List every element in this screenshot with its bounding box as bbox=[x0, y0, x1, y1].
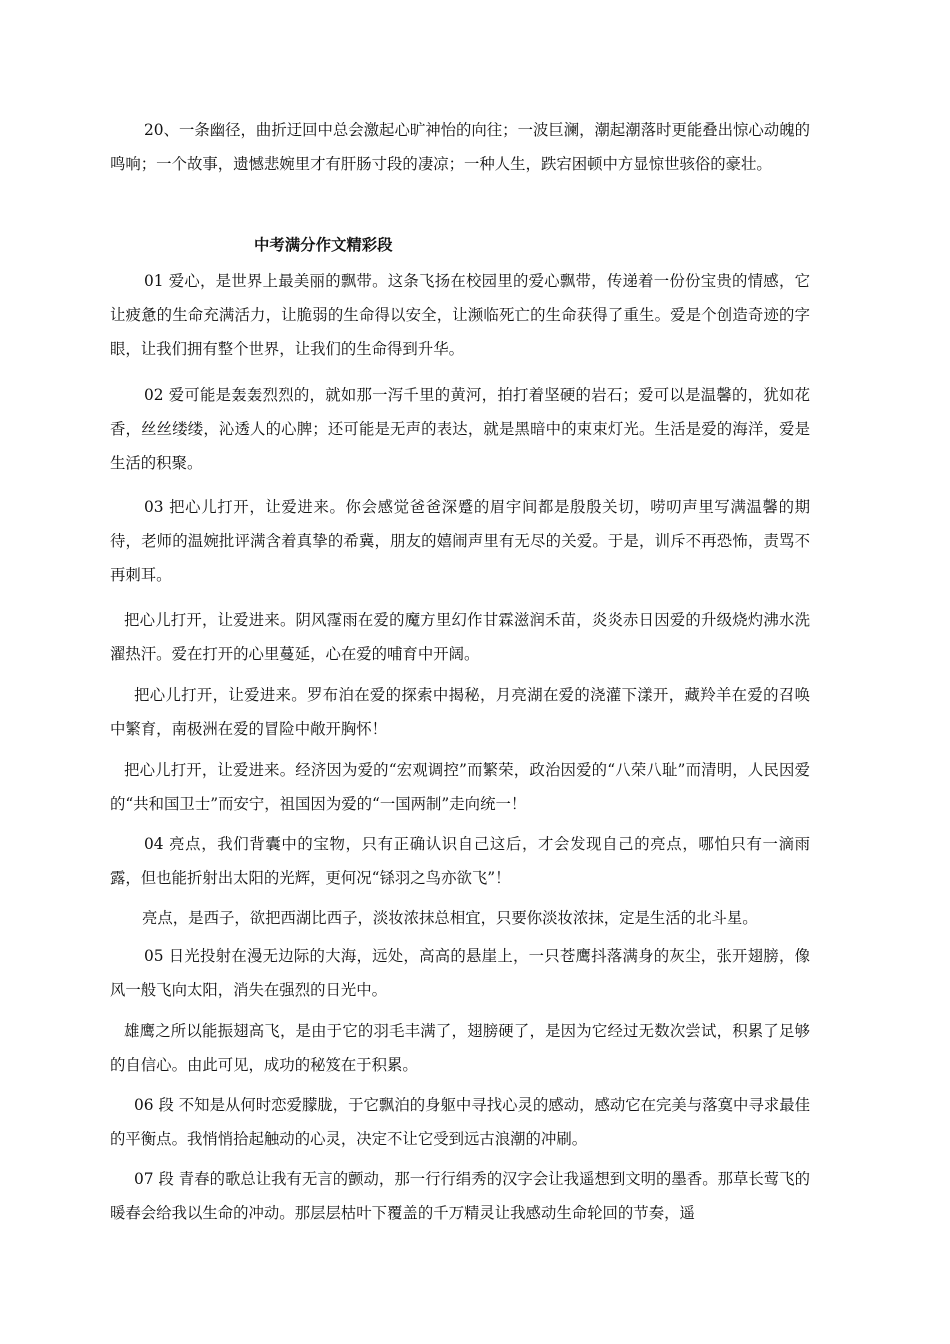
paragraph-20: 20、一条幽径，曲折迂回中总会激起心旷神怡的向往；一波巨澜，潮起潮落时更能叠出惊心动魄的鸣响；一个故事，遗憾悲婉里才有肝肠寸段的凄凉；一种人生，跌宕困顿中方显惊世骇俗的豪壮。 bbox=[110, 121, 810, 173]
paragraph-02: 02 爱可能是轰轰烈烈的，就如那一泻千里的黄河，拍打着坚硬的岩石；爱可以是温馨的，犹如花香，丝丝缕缕，沁透人的心脾；还可能是无声的表达，就是黑暗中的束束灯光。生活是爱的海洋，爱是生活的积聚。 bbox=[110, 386, 810, 472]
paragraph-01: 01 爱心，是世界上最美丽的飘带。这条飞扬在校园里的爱心飘带，传递着一份份宝贵的情感，它让疲惫的生命充满活力，让脆弱的生命得以安全，让濒临死亡的生命获得了重生。爱是个创造奇迹的字眼，让我们拥有整个世界，让我们的生命得到升华。 bbox=[110, 272, 810, 358]
paragraph-03: 03 把心儿打开，让爱进来。你会感觉爸爸深蹙的眉宇间都是殷殷关切，唠叨声里写满温馨的期待，老师的温婉批评满含着真挚的希冀，朋友的嬉闹声里有无尽的关爱。于是，训斥不再恐怖，责骂不再刺耳。 bbox=[110, 498, 810, 584]
paragraph-03-open-heart-1: 把心儿打开，让爱进来。阴风霪雨在爱的魔方里幻作甘霖滋润禾苗，炎炎赤日因爱的升级烧灼沸水洗濯热汗。爱在打开的心里蔓延，心在爱的哺育中开阔。 bbox=[110, 611, 810, 663]
paragraph-05-eagle: 雄鹰之所以能振翅高飞，是由于它的羽毛丰满了，翅膀硬了，是因为它经过无数次尝试，积累了足够的自信心。由此可见，成功的秘笈在于积累。 bbox=[110, 1022, 810, 1074]
paragraph-03-open-heart-3: 把心儿打开，让爱进来。经济因为爱的“宏观调控”而繁荣，政治因爱的“八荣八耻”而清明，人民因爱的“共和国卫士”而安宁，祖国因为爱的“一国两制”走向统一！ bbox=[110, 761, 810, 813]
section-heading: 中考满分作文精彩段 bbox=[254, 236, 393, 254]
paragraph-04: 04 亮点，我们背囊中的宝物，只有正确认识自己这后，才会发现自己的亮点，哪怕只有一滴雨露，但也能折射出太阳的光辉，更何况“铩羽之鸟亦欲飞”！ bbox=[110, 835, 810, 887]
paragraph-05: 05 日光投射在漫无边际的大海，远处，高高的悬崖上，一只苍鹰抖落满身的灰尘，张开翅膀，像风一般飞向太阳，消失在强烈的日光中。 bbox=[110, 947, 810, 999]
paragraph-07: 07 段 青春的歌总让我有无言的颤动，那一行行绢秀的汉字会让我遥想到文明的墨香。那草长莺飞的暖春会给我以生命的冲动。那层层枯叶下覆盖的千万精灵让我感动生命轮回的节奏，遥 bbox=[110, 1170, 810, 1222]
paragraph-06: 06 段 不知是从何时恋爱朦胧，于它飘泊的身躯中寻找心灵的感动，感动它在完美与落寞中寻求最佳的平衡点。我悄悄拾起触动的心灵，决定不让它受到远古浪潮的冲刷。 bbox=[110, 1096, 810, 1148]
paragraph-04-highlight: 亮点，是西子，欲把西湖比西子，淡妆浓抹总相宜，只要你淡妆浓抹，定是生活的北斗星。 bbox=[142, 909, 758, 927]
paragraph-03-open-heart-2: 把心儿打开，让爱进来。罗布泊在爱的探索中揭秘，月亮湖在爱的浇灌下漾开，藏羚羊在爱的召唤中繁育，南极洲在爱的冒险中敞开胸怀！ bbox=[110, 686, 810, 738]
